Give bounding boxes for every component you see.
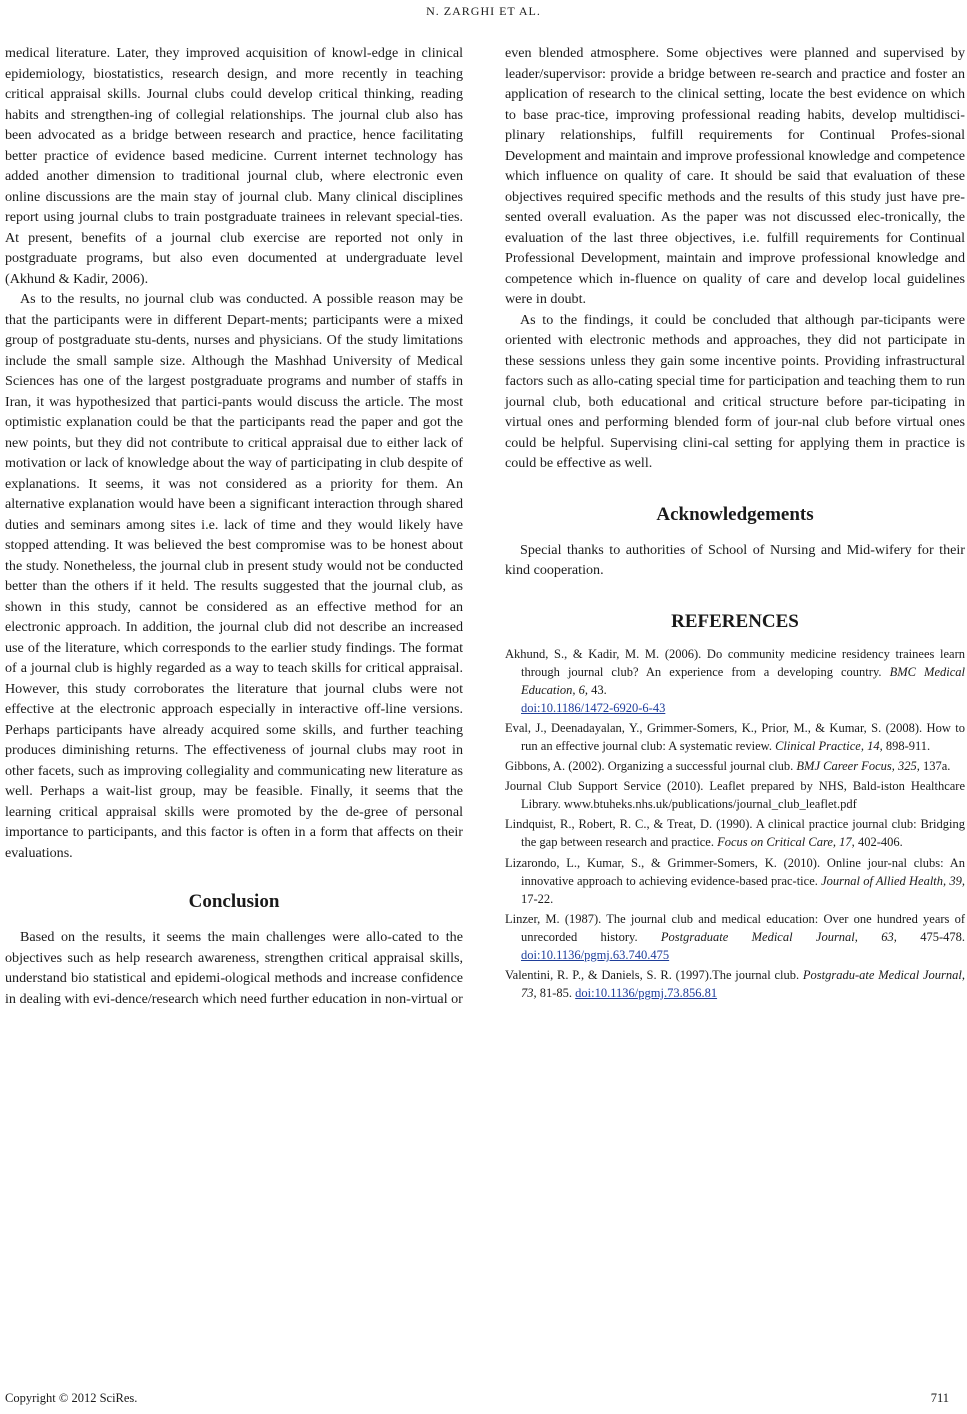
reference-item: Gibbons, A. (2002). Organizing a successful journal club. BMJ Career Focus, 325, 137a.: [505, 759, 951, 774]
running-header: N. ZARGHI ET AL.: [426, 4, 541, 18]
acknowledgements-text: Special thanks to authorities of School of Nursing and Mid-wifery for their kind cooperation.: [505, 541, 965, 578]
reference-item: Lizarondo, L., Kumar, S., & Grimmer-Somers, K. (2010). Online jour-nal clubs: An innovative approach to achieving evidence-based prac-tice. Journal of Allied Health, 39, 17-22.: [505, 855, 965, 906]
page-number: 711: [930, 1391, 949, 1405]
left-paragraph-1: medical literature. Later, they improved acquisition of knowl-edge in clinical epidemiology, biostatistics, research design, and more recently in teaching critical appraisal skills. Journal clubs could develop critical thinking, reading habits and strengthen-ing of collegial relationships. The journal club also has been advocated as a bridge between research and practice, hence facilitating better practice of evidence based medicine. Current internet technology has added another dimension to traditional journal club, where electronic even online discussions are the main stay of journal club. Many clinical disciplines report using journal clubs to train postgraduate trainees in relevant special-ties. At present, benefits of a journal club exercise are reported not only in postgraduate programs, but also even documented at undergraduate level (Akhund & Kadir, 2006).: [5, 45, 463, 287]
reference-item: Lindquist, R., Robert, R. C., & Treat, D. (1990). A clinical practice journal club: Bridging the gap between research and practice. Focus on Critical Care, 17, 402-406.: [505, 817, 965, 850]
reference-item: Eval, J., Deenadayalan, Y., Grimmer-Somers, K., Prior, M., & Kumar, S. (2008). How to run an effective journal club: A systematic review. Clinical Practice, 14, 898-911.: [505, 720, 965, 753]
copyright-footer: Copyright © 2012 SciRes.: [5, 1391, 138, 1405]
doi-link[interactable]: doi:10.1136/pgmj.73.856.81: [575, 986, 718, 1001]
reference-item: Journal Club Support Service (2010). Leaflet prepared by NHS, Bald-iston Healthcare Library. www.btuheks.nhs.uk/publications/journal_club_leaflet.pdf: [505, 779, 965, 812]
right-column: [505, 43, 965, 1004]
reference-item: Valentini, R. P., & Daniels, S. R. (1997).The journal club. Postgradu-ate Medical Journal, 73, 81-85. doi:10.1136/pgmj.73.856.81: [505, 968, 965, 1001]
doi-link[interactable]: doi:10.1186/1472-6920-6-43: [521, 700, 666, 715]
conclusion-paragraph: Based on the results, it seems the main challenges were allo-cated to the objectives such as help research awareness, strengthen critical appraisal skills, understand bio statistical and epidemi-ological methods and increase confidence in dealing with evi-dence/research which need further education in non-virtual or: [5, 929, 463, 1007]
doi-link[interactable]: doi:10.1136/pgmj.63.740.475: [521, 948, 670, 962]
left-column: [5, 43, 463, 1009]
reference-item: Linzer, M. (1987). The journal club and medical education: Over one hundred years of unrecorded history. Postgraduate Medical Journal, 63, 475-478. doi:10.1136/pgmj.63.740.475: [505, 911, 965, 962]
conclusion-heading: Conclusion: [188, 891, 280, 912]
references-list: [505, 645, 965, 1003]
reference-item: Akhund, S., & Kadir, M. M. (2006). Do community medicine residency trainees learn through journal club? An experience from a developing country. BMC Medical Education, 6, 43. doi:10.1186/1472-6920-6-43: [505, 646, 965, 715]
right-paragraph-1: even blended atmosphere. Some objectives were planned and supervised by leader/supervisor: provide a bridge between re-search and practice and foster an application of research to the clinical setting, locate the best evidence on which to base prac-tice, improving professional reading habits, develop multidisci-plinary relationships, fulfill requirements for Continual Profes-sional Development and maintain and improve professional knowledge and competence which influence on quality of care. It should be said that evaluation of these objectives required specific methods and the results of this study just have pre-sented overall evaluation. As the paper was not discussed elec-tronically, the evaluation of the last three objectives, i.e. fulfill requirements for Continual Professional Development, maintain and improve professional knowledge and competence which in-fluence on quality of care and develop local guidelines were in doubt.: [505, 45, 965, 307]
acknowledgements-heading: Acknowledgements: [656, 503, 814, 525]
right-paragraph-2: As to the findings, it could be concluded that although par-ticipants were oriented with electronic methods and approaches, they did not participate in these sessions unless they gain some incentive points. Providing infrastructural factors such as allo-cating special time for participation and teaching them to run journal club, both educational and critical structure before par-ticipating in virtual ones and performing blended form of jour-nal club before virtual ones could be helpful. Supervising clini-cal setting for applying them in practice is could be effective as well.: [505, 311, 965, 471]
left-paragraph-2: As to the results, no journal club was conducted. A possible reason may be that the participants were in different Depart-ments; participants were a mixed group of postgraduate stu-dents, nurses and physicians. Of the study limitations include the small sample size. Although the Mashhad University of Medical Sciences has one of the largest postgraduate programs and number of staffs in Iran, it was hypothesized that partici-pants would discuss the article. The most optimistic explanation could be that the participants read the paper and got the new points, but they did not contribute to critical appraisal due to either lack of motivation or lack of knowledge about the way of participating in club despite of explanations. It seems, it was not considered as a priority for them. An alternative explanation would have been a significant interaction through shared duties and seminars among sites i.e. lack of time and they would likely have stopped attending. It was believed the best compromise was to be honest about the study. Nonetheless, the journal club in present study would not be conducted better than the others if it held. The results suggested that the journal club, as shown in this study, cannot be considered as an effective method for an electronic approach. In addition, the journal club did not describe an increased use of the literature, which corresponds to the earlier study findings. The format of a journal club is highly regarded as a way to teach skills for critical appraisal. However, this study corroborates the literature that journal clubs were not effective at the electronic approach especially in interactive off-line versions. Perhaps participants have already acquired some skills, and further teaching produces diminishing returns. The effectiveness of journal clubs may root in other facets, such as improving collegiality and communicating new literature as well. Perhaps a wait-list group, may be feasible. Finally, it seems that the learning critical appraisal skills were promoted by the de-gree of personal importance to participants, and this factor is often in a form that affects on their evaluations.: [5, 291, 463, 861]
references-heading: REFERENCES: [671, 610, 799, 632]
